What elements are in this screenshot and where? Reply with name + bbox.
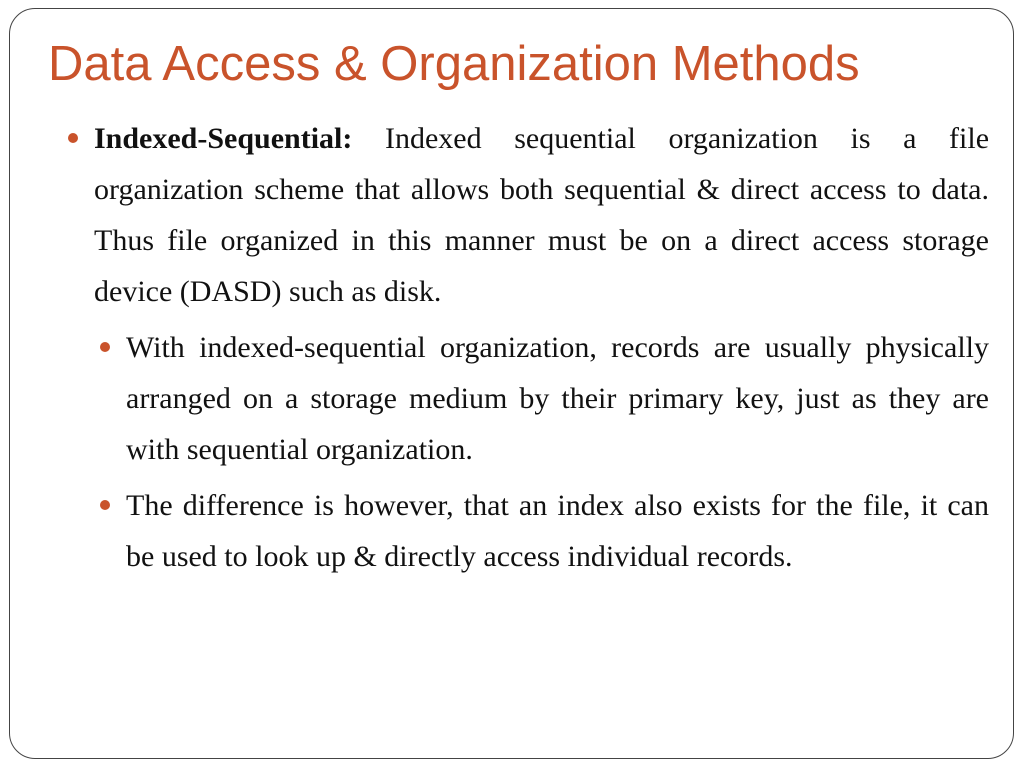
bullet-dot-icon <box>100 500 110 510</box>
sub-bullet-physical-arrangement <box>100 322 989 475</box>
bullet-text: The difference is however, that an index also exists for the file, it can be used to look up & directly access individual records. <box>126 489 989 573</box>
slide-title: Data Access & Organization Methods <box>48 37 860 91</box>
bullet-text: Indexed sequential organization is a file organization scheme that allows both sequential & direct access to data. Thus file organized in this manner must be on a direct access storage device (DASD) such as disk. <box>94 122 990 308</box>
bullet-dot-icon <box>100 342 110 352</box>
bullet-text: With indexed-sequential organization, records are usually physically arranged on a storage medium by their primary key, just as they are with sequential organization. <box>126 331 989 466</box>
bullet-indexed-sequential <box>68 113 989 317</box>
slide-frame <box>9 8 1014 759</box>
bullet-dot-icon <box>68 133 78 143</box>
slide-content <box>68 113 989 582</box>
sub-bullet-index-difference <box>100 480 989 582</box>
bullet-term: Indexed-Sequential: <box>94 122 353 155</box>
